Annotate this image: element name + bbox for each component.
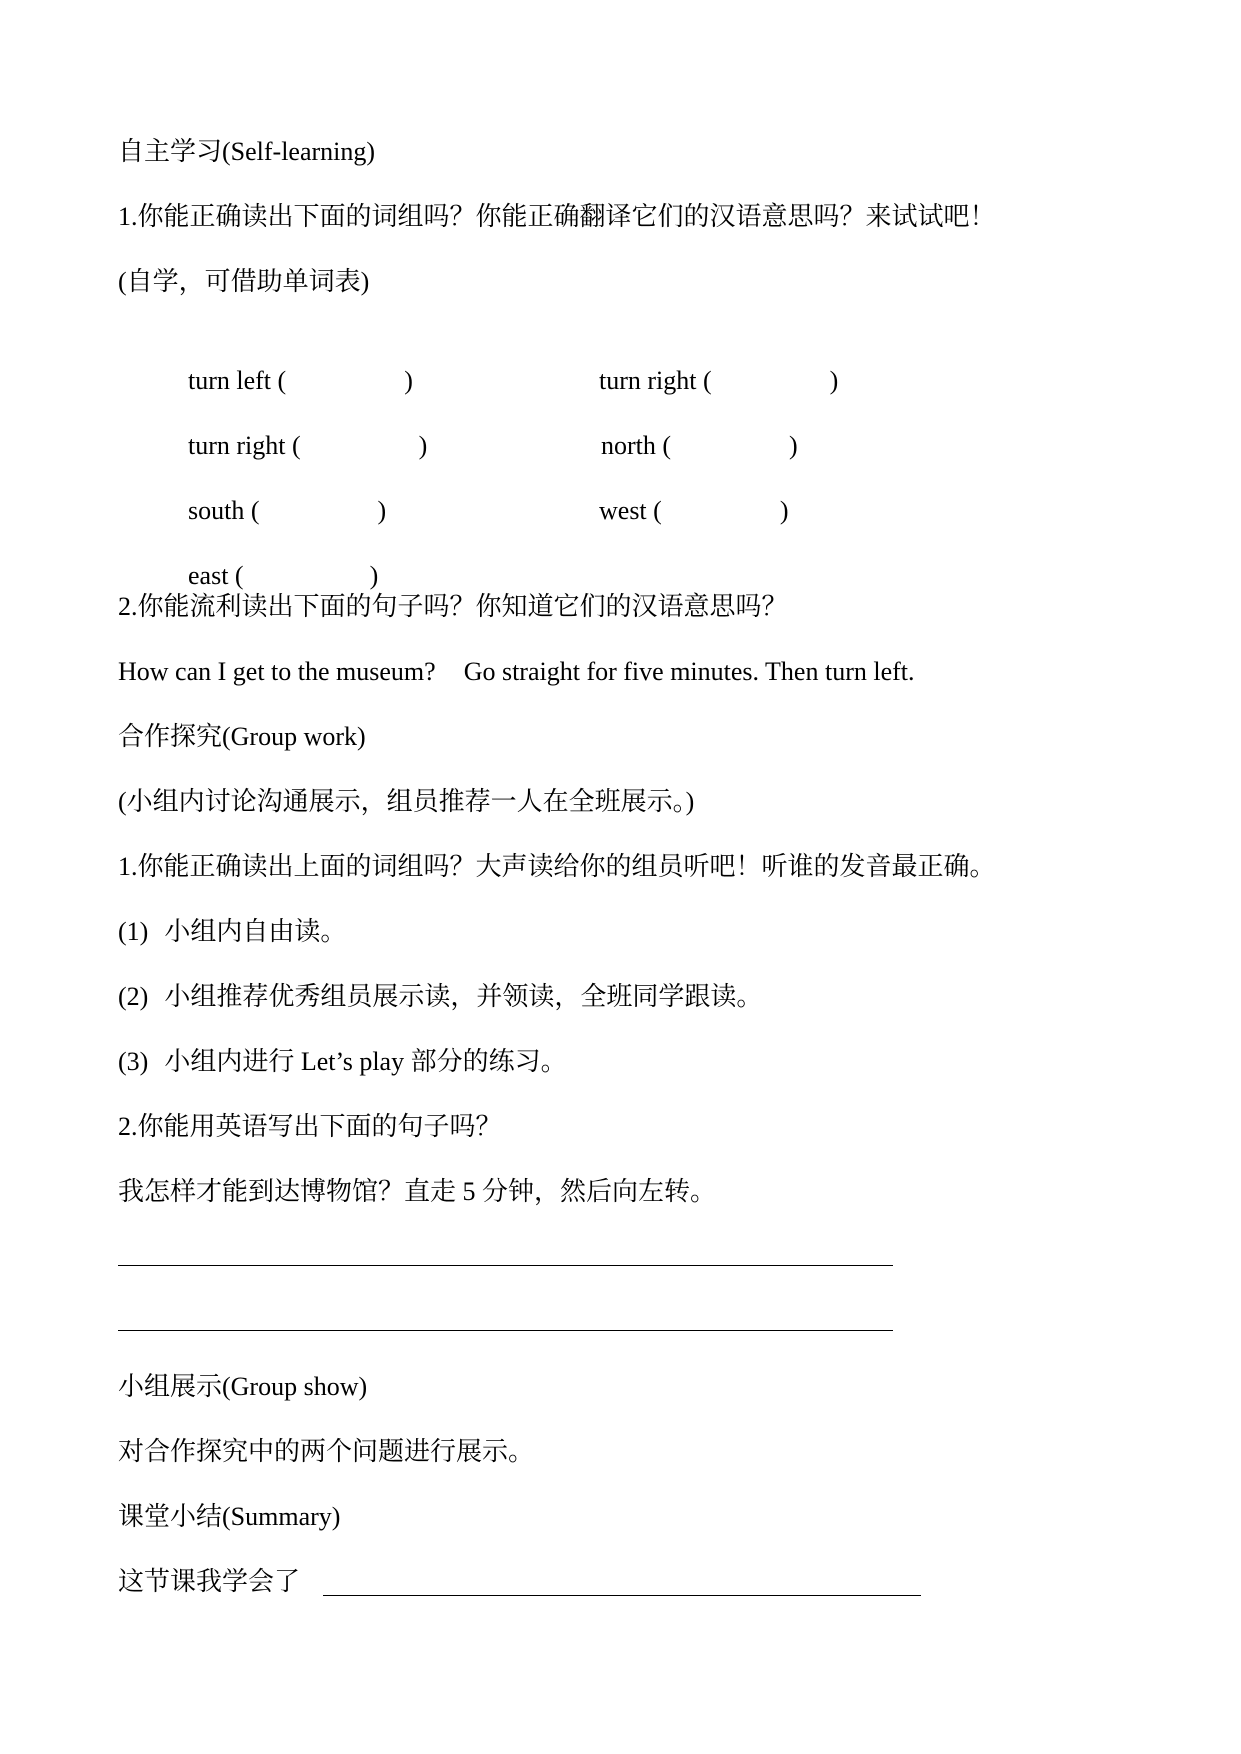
step-text: 小组内进行 Let’s play 部分的练习。 (164, 1047, 567, 1076)
phrase-close: ) (789, 431, 798, 460)
phrase-word: east ( (188, 561, 244, 590)
phrase-close: ) (404, 366, 413, 395)
phrase-close: ) (377, 496, 387, 525)
step-text: 小组推荐优秀组员展示读，并领读，全班同学跟读。 (164, 982, 763, 1011)
group-work-step (118, 915, 346, 949)
sentence-question: How can I get to the museum? (118, 657, 436, 686)
group-work-q1: 1.你能正确读出上面的词组吗？大声读给你的组员听吧！听谁的发音最正确。 (118, 852, 996, 881)
self-learning-q1: 1.你能正确读出下面的词组吗？你能正确翻译它们的汉语意思吗？来试试吧！ (118, 202, 996, 231)
self-learning-q2: 2.你能流利读出下面的句子吗？你知道它们的汉语意思吗？ (118, 592, 788, 621)
answer-line[interactable] (118, 1330, 893, 1331)
sentence-answer: Go straight for five minutes. Then turn left. (463, 657, 915, 686)
step-number: (1) (118, 917, 149, 946)
summary-prompt: 这节课我学会了 (118, 1567, 301, 1596)
step-number: (2) (118, 982, 149, 1011)
phrase-word: turn right ( (599, 366, 712, 395)
self-learning-heading: 自主学习(Self-learning) (118, 137, 376, 166)
group-work-q2-prompt: 我怎样才能到达博物馆？直走 5 分钟，然后向左转。 (118, 1177, 717, 1206)
phrase-word: north ( (601, 431, 672, 460)
group-show-text: 对合作探究中的两个问题进行展示。 (118, 1437, 535, 1466)
phrase-word: south ( (188, 496, 260, 525)
phrase-word: west ( (599, 496, 662, 525)
step-text: 小组内自由读。 (164, 917, 347, 946)
phrase-item (573, 460, 789, 562)
self-learning-q1-note: (自学，可借助单词表) (118, 267, 370, 296)
phrase-close: ) (418, 431, 428, 460)
group-work-q2: 2.你能用英语写出下面的句子吗？ (118, 1112, 502, 1141)
phrase-close: ) (779, 496, 789, 525)
phrase-close: ) (829, 366, 839, 395)
group-work-step (118, 980, 762, 1014)
summary-answer-line[interactable] (323, 1595, 921, 1596)
group-show-heading: 小组展示(Group show) (118, 1372, 368, 1401)
group-work-note: (小组内讨论沟通展示，组员推荐一人在全班展示。) (118, 787, 695, 816)
answer-line[interactable] (118, 1265, 893, 1266)
phrase-close: ) (369, 561, 379, 590)
phrase-word: turn left ( (188, 366, 287, 395)
summary-heading: 课堂小结(Summary) (118, 1502, 341, 1531)
step-number: (3) (118, 1047, 149, 1076)
group-work-step (118, 1045, 567, 1079)
phrase-word: turn right ( (188, 431, 301, 460)
group-work-heading: 合作探究(Group work) (118, 722, 366, 751)
example-sentences (118, 655, 915, 689)
